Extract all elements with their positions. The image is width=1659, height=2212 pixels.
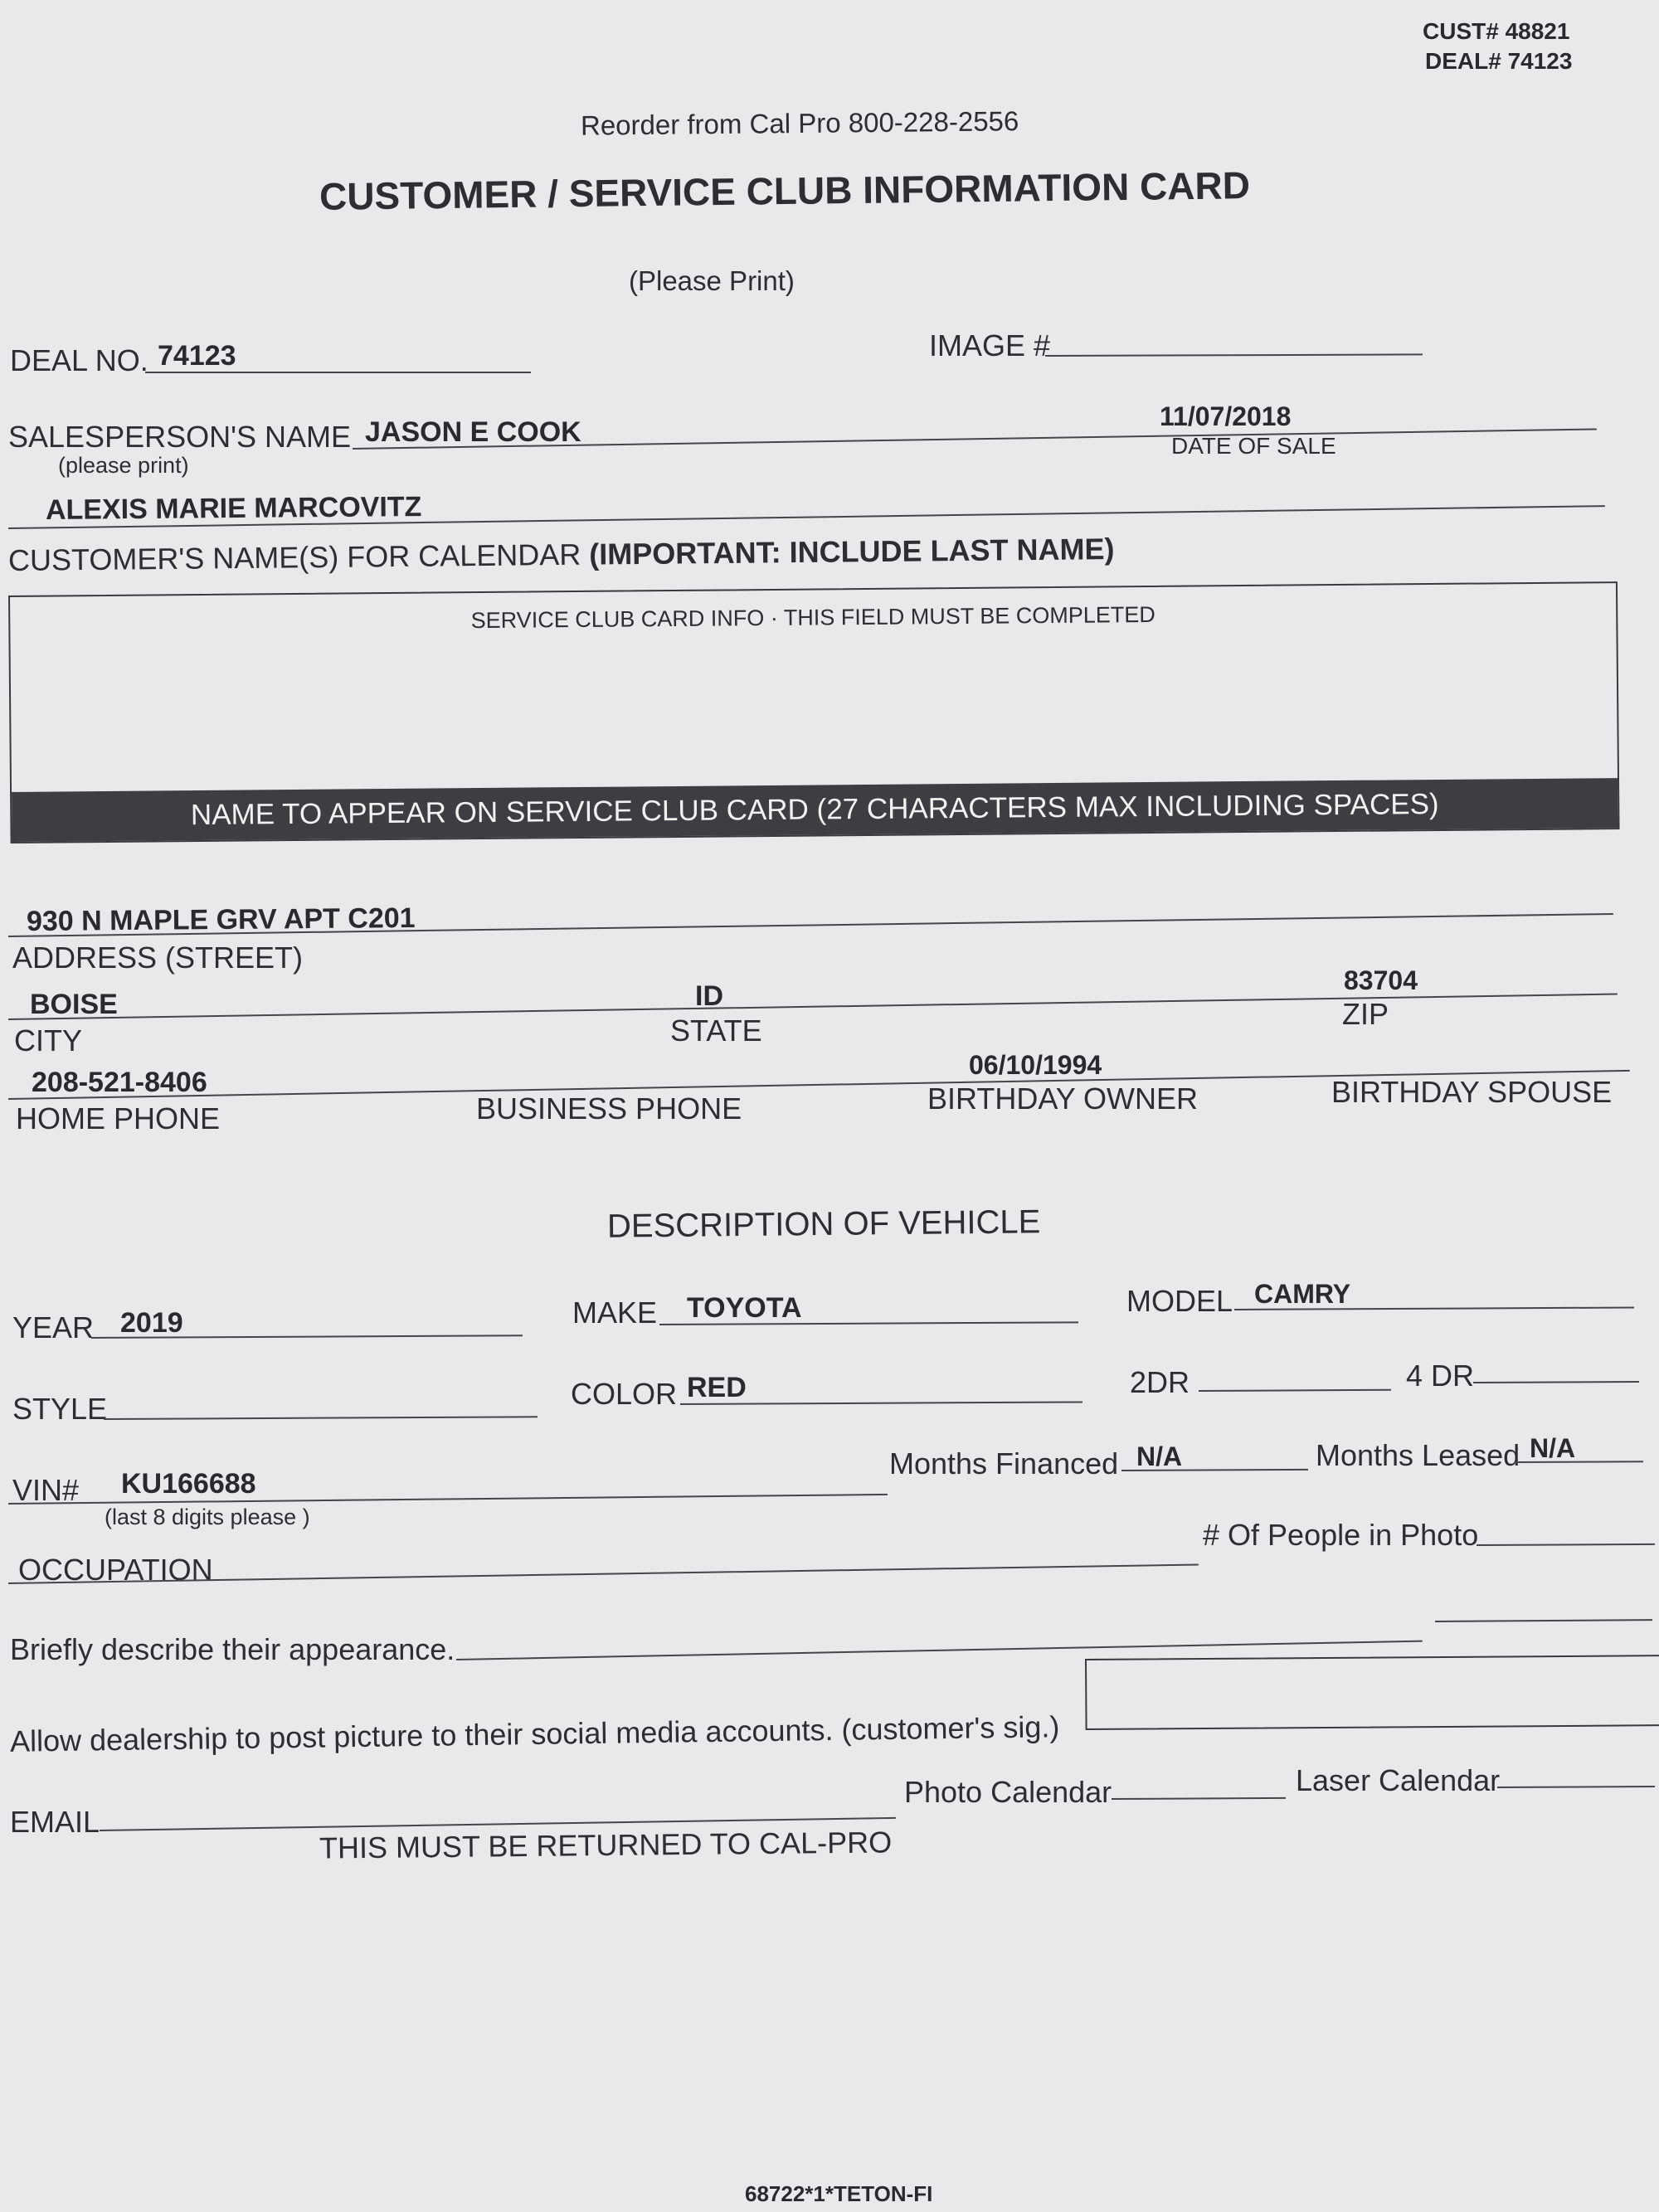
style-label: STYLE bbox=[12, 1392, 108, 1426]
address-value[interactable]: 930 N MAPLE GRV APT C201 bbox=[26, 902, 416, 938]
months-leased-label: Months Leased bbox=[1316, 1438, 1520, 1472]
two-door-line bbox=[1199, 1389, 1391, 1392]
four-door-line bbox=[1473, 1381, 1639, 1383]
social-media-label: Allow dealership to post picture to their social media accounts. (customer's sig.) bbox=[9, 1709, 1060, 1758]
zip-label: ZIP bbox=[1342, 997, 1389, 1031]
months-leased-value[interactable]: N/A bbox=[1530, 1433, 1576, 1463]
birthday-owner-value[interactable]: 06/10/1994 bbox=[969, 1050, 1102, 1080]
return-note: THIS MUST BE RETURNED TO CAL-PRO bbox=[319, 1825, 893, 1865]
customer-signature-box[interactable] bbox=[1085, 1655, 1659, 1730]
home-phone-value[interactable]: 208-521-8406 bbox=[32, 1067, 207, 1098]
year-label: YEAR bbox=[12, 1310, 95, 1344]
customer-name-value[interactable]: ALEXIS MARIE MARCOVITZ bbox=[45, 491, 422, 526]
color-value[interactable]: RED bbox=[687, 1372, 747, 1403]
vin-label: VIN# bbox=[12, 1473, 80, 1507]
business-phone-label: BUSINESS PHONE bbox=[476, 1091, 742, 1125]
service-club-box[interactable] bbox=[8, 581, 1620, 843]
image-number-line bbox=[1045, 353, 1423, 357]
deal-no-line bbox=[145, 372, 531, 373]
model-label: MODEL bbox=[1126, 1284, 1233, 1318]
year-value[interactable]: 2019 bbox=[120, 1307, 183, 1339]
state-label: STATE bbox=[670, 1014, 762, 1048]
cust-number: CUST# 48821 bbox=[1423, 18, 1570, 44]
appearance-label: Briefly describe their appearance. bbox=[10, 1632, 455, 1666]
image-number-label: IMAGE # bbox=[929, 328, 1051, 362]
salesperson-note: (please print) bbox=[58, 453, 189, 478]
deal-number-corner: DEAL# 74123 bbox=[1425, 48, 1573, 74]
make-value[interactable]: TOYOTA bbox=[687, 1292, 802, 1324]
date-of-sale-value[interactable]: 11/07/2018 bbox=[1160, 401, 1292, 431]
deal-no-value[interactable]: 74123 bbox=[158, 340, 236, 372]
months-financed-label: Months Financed bbox=[889, 1446, 1119, 1480]
address-label: ADDRESS (STREET) bbox=[12, 941, 304, 975]
photo-calendar-label: Photo Calendar bbox=[904, 1775, 1112, 1809]
people-in-photo-line bbox=[1477, 1544, 1655, 1546]
customer-name-label-text: CUSTOMER'S NAME(S) FOR CALENDAR bbox=[7, 537, 581, 577]
deal-no-label: DEAL NO. bbox=[10, 343, 148, 377]
vehicle-heading: DESCRIPTION OF VEHICLE bbox=[606, 1203, 1041, 1245]
home-phone-label: HOME PHONE bbox=[16, 1101, 221, 1135]
laser-calendar-line bbox=[1497, 1786, 1655, 1788]
date-of-sale-label: DATE OF SALE bbox=[1171, 433, 1336, 459]
city-value[interactable]: BOISE bbox=[30, 989, 118, 1020]
zip-value[interactable]: 83704 bbox=[1344, 965, 1418, 995]
state-value[interactable]: ID bbox=[695, 980, 723, 1012]
vin-value[interactable]: KU166688 bbox=[121, 1468, 256, 1500]
city-label: CITY bbox=[14, 1023, 83, 1057]
model-value[interactable]: CAMRY bbox=[1254, 1279, 1351, 1309]
months-leased-line bbox=[1515, 1461, 1643, 1463]
vin-note: (last 8 digits please ) bbox=[105, 1505, 310, 1529]
form-title: CUSTOMER / SERVICE CLUB INFORMATION CARD bbox=[319, 163, 1251, 218]
email-label: EMAIL bbox=[10, 1805, 100, 1839]
please-print-note: (Please Print) bbox=[629, 265, 795, 296]
color-label: COLOR bbox=[571, 1377, 678, 1411]
people-in-photo-label: # Of People in Photo bbox=[1203, 1518, 1479, 1552]
four-door-label: 4 DR bbox=[1406, 1359, 1475, 1393]
laser-calendar-label: Laser Calendar bbox=[1296, 1763, 1501, 1797]
service-club-caption: SERVICE CLUB CARD INFO · THIS FIELD MUST BE COMPLETED bbox=[470, 601, 1155, 634]
occupation-label: OCCUPATION bbox=[18, 1553, 213, 1587]
birthday-spouse-label: BIRTHDAY SPOUSE bbox=[1331, 1075, 1613, 1109]
birthday-owner-label: BIRTHDAY OWNER bbox=[927, 1082, 1199, 1116]
customer-name-label bbox=[8, 532, 1115, 578]
photo-calendar-line bbox=[1112, 1797, 1286, 1800]
months-financed-line bbox=[1121, 1469, 1308, 1471]
salesperson-label: SALESPERSON'S NAME bbox=[8, 420, 351, 454]
style-line bbox=[104, 1416, 538, 1420]
appearance-line-extra bbox=[1435, 1619, 1652, 1622]
make-label: MAKE bbox=[572, 1296, 658, 1330]
months-financed-value[interactable]: N/A bbox=[1136, 1441, 1183, 1471]
reorder-text: Reorder from Cal Pro 800-228-2556 bbox=[580, 105, 1019, 141]
service-club-name-bar: NAME TO APPEAR ON SERVICE CLUB CARD (27 CHARACTERS MAX INCLUDING SPACES) bbox=[12, 778, 1618, 842]
salesperson-value[interactable]: JASON E COOK bbox=[365, 416, 581, 448]
two-door-label: 2DR bbox=[1130, 1365, 1190, 1399]
customer-name-label-important: (IMPORTANT: INCLUDE LAST NAME) bbox=[589, 532, 1115, 571]
footer-code: 68722*1*TETON-FI bbox=[745, 2181, 933, 2206]
